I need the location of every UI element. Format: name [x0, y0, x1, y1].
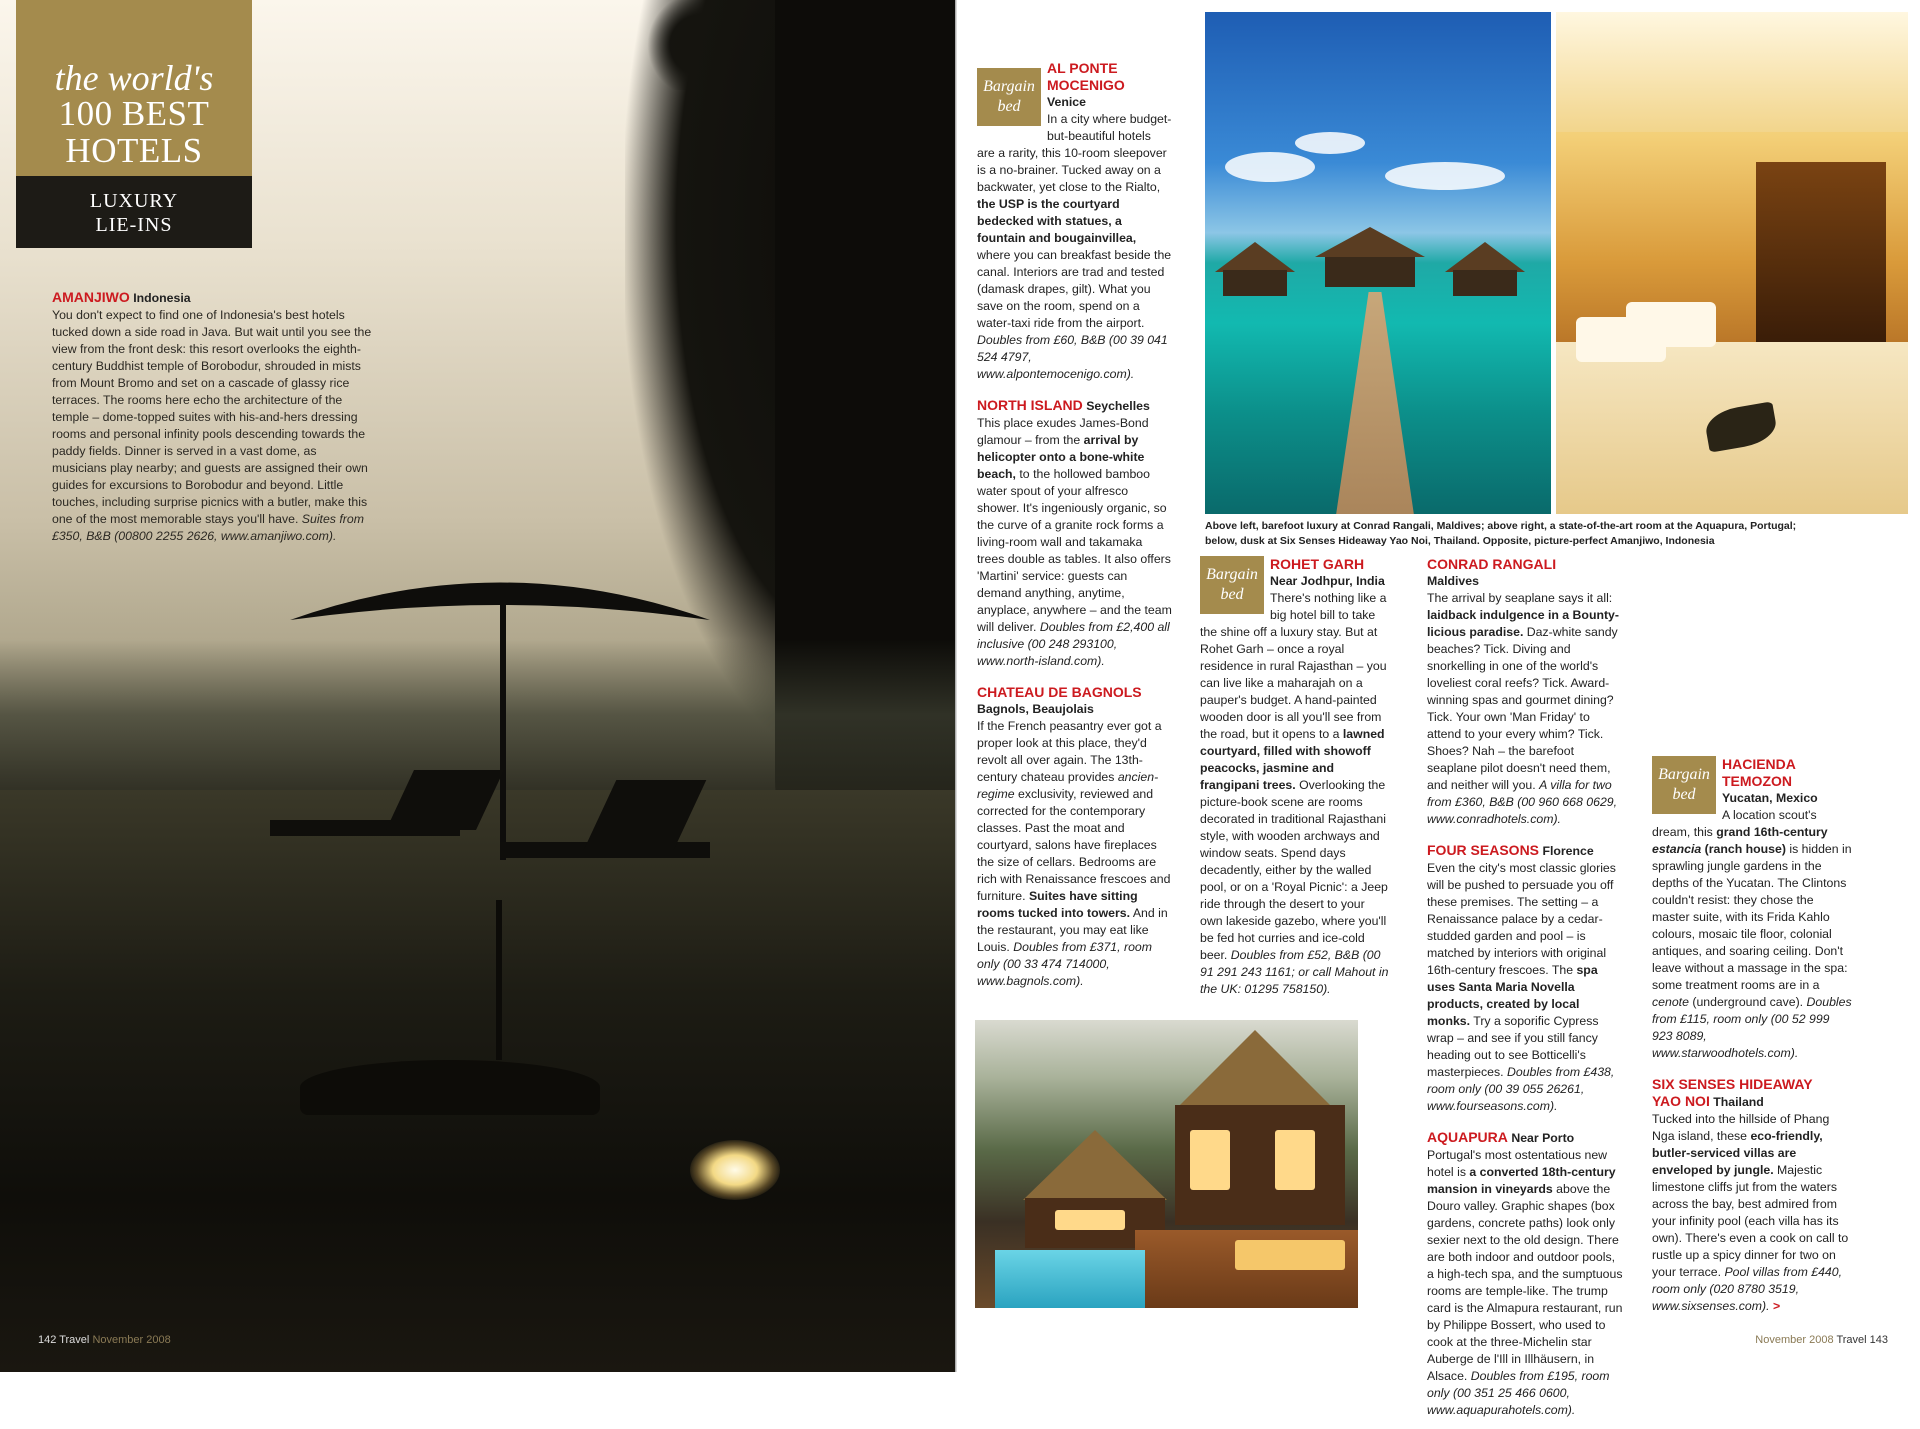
hotel-name-line2: YAO NOI: [1652, 1093, 1710, 1109]
title-line3: HOTELS: [65, 131, 203, 170]
hotel-body-2: is hidden in sprawling jungle gardens in the depths of the Yucatan. The Clintons couldn't resist: they chose the master suite, with its Frida Kahlo colours, mosaic tile floor, colonial antiques, and soaring ceiling. Don't leave without a massage in the spa: some treatment rooms are in a: [1652, 842, 1852, 992]
overwater-villa-roof: [1315, 227, 1425, 257]
photo-aquapura-room: [1556, 12, 1908, 514]
hotel-body-2: where you can breakfast beside the canal. Interiors are trad and tested (damask drapes, gilt). What you save on the room, spend on a water-taxi ride from the airport.: [977, 248, 1172, 330]
hotel-name: FOUR SEASONS: [1427, 842, 1540, 858]
folio-month: November 2008: [1755, 1334, 1834, 1346]
overwater-villa-roof: [1445, 242, 1525, 272]
hotel-entry-amanjiwo: [52, 289, 374, 545]
hotel-name-line2: TEMOZON: [1722, 773, 1792, 789]
hotel-name: ROHET GARH: [1270, 556, 1365, 572]
hotel-body-3: (underground cave).: [1692, 995, 1804, 1009]
hotel-highlight: spa uses Santa Maria Novella products, created by local monks.: [1427, 963, 1598, 1028]
hotel-location: Venice: [1047, 95, 1086, 109]
photo-conrad-rangali: [1205, 12, 1551, 514]
hotel-entry-hacienda-temozon: [1652, 756, 1852, 1062]
hotel-entry-aquapura: [1427, 1129, 1623, 1419]
hotel-body-2: Overlooking the picture-book scene are rooms decorated in traditional Rajasthani style, with wooden archways and window seats. Spend days decadently, either by the walled pool, or on a 'Royal Picnic': a Jeep ride through the desert to your own lakeside gazebo, where you'll be fed hot curries and ice-cold beer.: [1200, 778, 1388, 962]
section-label-line2: LIE-INS: [95, 214, 173, 236]
hotel-highlight: arrival by helicopter onto a bone-white beach,: [977, 433, 1145, 481]
umbrella-reflection: [300, 1060, 600, 1115]
hotel-body: There's nothing like a big hotel bill to take the shine off a luxury stay. But at Rohet Garh – once a royal residence in rural Rajasthan – you can live like a maharajah on a pauper's budget. A hand-painted wooden door is all you'll see from the road, but it opens to a: [1200, 591, 1387, 741]
page-folio-right: [1755, 1334, 1888, 1346]
hotel-name-line1: SIX SENSES HIDEAWAY: [1652, 1076, 1813, 1092]
hotel-highlight: Suites have sitting rooms tucked into towers.: [977, 889, 1138, 920]
overwater-villa: [1223, 270, 1287, 296]
folio-page: 142 Travel: [38, 1334, 90, 1346]
hotel-name: AQUAPURA: [1427, 1129, 1508, 1145]
misty-forest: [0, 640, 955, 790]
title-line2: 100 BEST: [58, 94, 210, 133]
hotel-price: Doubles from £115, room only (00 52 999 923 8089, www.starwoodhotels.com).: [1652, 995, 1852, 1060]
hotel-price: Doubles from £195, room only (00 351 25 466 0600, www.aquapurahotels.com).: [1427, 1369, 1610, 1417]
hotel-name-line1: AL PONTE: [1047, 60, 1118, 76]
hotel-body-2: above the Douro valley. Graphic shapes (box gardens, concrete paths) look only sexier next to the old design. There are both indoor and outdoor pools, a high-tech spa, and the sumptuous rooms are temple-like. The trump card is the Almapura restaurant, run by Philippe Bossert, who used to cook at the three-Michelin star Auberge de l'Ill in Illhäusern, in Alsace.: [1427, 1182, 1623, 1383]
sun-reflection: [690, 1140, 780, 1200]
window-light: [1190, 1130, 1230, 1190]
hotel-location: Thailand: [1713, 1095, 1764, 1109]
hotel-location: Seychelles: [1086, 399, 1150, 413]
hotel-location: Indonesia: [133, 291, 191, 305]
hotel-body: This place exudes James-Bond glamour – from the: [977, 416, 1149, 447]
hotel-name: CONRAD RANGALI: [1427, 556, 1557, 572]
hotel-body: Tucked into the hillside of Phang Nga island, these: [1652, 1112, 1830, 1143]
page-spine: [955, 0, 957, 1372]
pole-reflection: [496, 900, 502, 1060]
hotel-price: A villa for two from £360, B&B (00 960 668 0629, www.conradhotels.com).: [1427, 778, 1618, 826]
hotel-entry-rohet-garh: [1200, 556, 1390, 998]
hotel-body-2: to the hollowed bamboo water spout of your alfresco shower. It's ingeniously organic, so the curve of a granite rock forms a living-room wall and takamaka trees double as tables. It also offers 'Martini' service: guests can demand anything, anytime, anyplace, anywhere – and the team will deliver.: [977, 467, 1172, 634]
hotel-name: AMANJIWO: [52, 289, 130, 305]
hotel-body-2: exclusivity, reviewed and corrected for the contemporary classes. Past the moat and courtyard, salons have fireplaces the size of cellars. Bedrooms are rich with Renaissance frescoes and furniture.: [977, 787, 1171, 903]
hotel-location: Florence: [1542, 844, 1594, 858]
overwater-villa: [1453, 270, 1517, 296]
hotel-price: Doubles from £2,400 all inclusive (00 248 293100, www.north-island.com).: [977, 620, 1170, 668]
badge-line1: Bargain: [1658, 766, 1710, 783]
plunge-pool: [995, 1250, 1145, 1308]
hotel-price: Suites from £350, B&B (00800 2255 2626, www.amanjiwo.com).: [52, 512, 364, 543]
hotel-body-3: And in the restaurant, you may eat like Louis.: [977, 906, 1168, 954]
hotel-highlight-2: (ranch house): [1704, 842, 1786, 856]
hotel-entry-north-island: [977, 397, 1172, 670]
hotel-highlight-italic: estancia: [1652, 842, 1702, 856]
hotel-price: Pool villas from £440, room only (020 8780 3519, www.sixsenses.com).: [1652, 1265, 1843, 1313]
photo-caption: Above left, barefoot luxury at Conrad Rangali, Maldives; above right, a state-of-the-art room at the Aquapura, Portugal; below, dusk at Six Senses Hideaway Yao Noi, Thailand. Opposite, picture-perfect Amanjiwo, Indonesia: [1205, 520, 1797, 547]
hotel-italic: ancien-regime: [977, 770, 1159, 801]
sala-thatched-roof: [1005, 1130, 1185, 1200]
hotel-highlight: laidback indulgence in a Bounty-licious paradise.: [1427, 608, 1619, 639]
hotel-price: Doubles from £371, room only (00 33 474 714000, www.bagnols.com).: [977, 940, 1152, 988]
hotel-body: If the French peasantry ever got a proper look at this place, they'd revolt all over again. The 13th-century chateau provides: [977, 719, 1162, 784]
photo-six-senses-yao-noi: [975, 1020, 1358, 1308]
hotel-location: Yucatan, Mexico: [1722, 791, 1818, 805]
hotel-entry-chateau-de-bagnols: [977, 684, 1172, 990]
hotel-highlight: eco-friendly, butler-serviced villas are enveloped by jungle.: [1652, 1129, 1823, 1177]
cloud: [1225, 152, 1315, 182]
bargain-bed-badge: [977, 68, 1041, 126]
badge-line1: Bargain: [983, 78, 1035, 95]
hotel-location: Bagnols, Beaujolais: [977, 702, 1094, 716]
room-ceiling: [1556, 12, 1908, 132]
hotel-body: Even the city's most classic glories will be pushed to persuade you off these premises. The setting – a Renaissance palace by a cedar-studded garden and pool – is matched by interiors with original 16th-century frescoes. The: [1427, 861, 1616, 977]
section-label: [16, 176, 252, 248]
badge-line1: Bargain: [1206, 566, 1258, 583]
hotel-italic: cenote: [1652, 995, 1689, 1009]
hotel-name: NORTH ISLAND: [977, 397, 1083, 413]
hotel-name-line1: HACIENDA: [1722, 756, 1796, 772]
bargain-bed-badge: [1652, 756, 1716, 814]
hotel-price: Doubles from £52, B&B (00 91 291 243 1161; or call Mahout in the UK: 01295 758150).: [1200, 948, 1389, 996]
cloud: [1295, 132, 1365, 154]
umbrella-pole: [500, 600, 506, 860]
hotel-body-2: Daz-white sandy beaches? Tick. Diving and snorkelling in one of the world's loveliest coral reefs? Tick. Award-winning spas and gourmet dining? Tick. Your own 'Man Friday' to attend to your every whim? Tick. Shoes? Nah – the barefoot seaplane pilot doesn't need them, and neither will you.: [1427, 625, 1618, 792]
badge-line2: bed: [1672, 786, 1696, 803]
hotel-location: Maldives: [1427, 574, 1479, 588]
hotel-price: Doubles from £60, B&B (00 39 041 524 4797, www.alpontemocenigo.com).: [977, 333, 1168, 381]
badge-line2: bed: [1220, 586, 1244, 603]
folio-page: Travel 143: [1836, 1334, 1888, 1346]
section-label-line1: LUXURY: [89, 190, 179, 212]
continue-arrow: >: [1772, 1299, 1781, 1313]
villa-thatched-roof: [1155, 1030, 1355, 1110]
bargain-bed-badge: [1200, 556, 1264, 614]
hotel-entry-six-senses: [1652, 1076, 1852, 1315]
folio-month: November 2008: [92, 1334, 171, 1346]
hotel-name-line2: MOCENIGO: [1047, 77, 1125, 93]
title-line1: the world's: [54, 58, 214, 98]
daybed-light: [1235, 1240, 1345, 1270]
cloud: [1385, 162, 1505, 190]
hotel-body: In a city where budget-but-beautiful hotels are a rarity, this 10-room sleepover is a no-brainer. Tucked away on a backwater, yet close to the Rialto,: [977, 112, 1172, 194]
wooden-jetty: [1335, 292, 1415, 514]
hotel-entry-four-seasons: [1427, 842, 1623, 1115]
hotel-location: Near Porto: [1511, 1131, 1575, 1145]
page-folio-left: [38, 1334, 171, 1346]
badge-line2: bed: [997, 98, 1021, 115]
hotel-entry-al-ponte: [977, 60, 1172, 383]
hotel-name: CHATEAU DE BAGNOLS: [977, 684, 1142, 700]
column-3: [1427, 556, 1623, 1429]
hotel-entry-conrad-rangali: [1427, 556, 1623, 828]
column-4: [1652, 556, 1852, 1325]
hotel-price: Doubles from £438, room only (00 39 055 26261, www.fourseasons.com).: [1427, 1065, 1615, 1113]
hotel-body-2: Majestic limestone cliffs jut from the waters across the bay, best admired from your infinity pool (each villa has its own). There's even a cook on call to rustle up a spicy dinner for two on your terrace.: [1652, 1163, 1849, 1279]
hotel-highlight: lawned courtyard, filled with showoff peacocks, jasmine and frangipani trees.: [1200, 727, 1385, 792]
title-box: [16, 0, 252, 176]
overwater-villa-roof: [1215, 242, 1295, 272]
left-page-photo: [0, 0, 955, 1372]
hotel-highlight: a converted 18th-century mansion in vineyards: [1427, 1165, 1616, 1196]
hotel-body: A location scout's dream, this: [1652, 808, 1817, 839]
overwater-villa: [1325, 257, 1415, 287]
hotel-body-2: Try a soporific Cypress wrap – and see if you still fancy heading out to see Botticelli's masterpieces.: [1427, 1014, 1599, 1079]
hotel-highlight: grand 16th-century: [1716, 825, 1828, 839]
sala-light: [1055, 1210, 1125, 1230]
window-light: [1275, 1130, 1315, 1190]
hotel-highlight: the USP is the courtyard bedecked with statues, a fountain and bougainvillea,: [977, 197, 1137, 245]
room-doorway: [1756, 162, 1886, 342]
column-2: [1200, 556, 1390, 1008]
hotel-location: Near Jodhpur, India: [1270, 574, 1385, 588]
pillow: [1626, 302, 1716, 347]
hotel-body: You don't expect to find one of Indonesia's best hotels tucked down a side road in Java. But wait until you see the view from the front desk: this resort overlooks the eighth-century Buddhist temple of Borobodur, shrouded in mists from Mount Bromo and set on a cascade of glassy rice terraces. The rooms here echo the architecture of the temple – dome-topped suites with his-and-hers dressing rooms and personal infinity pools descending towards the paddy fields. Dinner is served in a vast dome, as musicians play nearby; and guests are assigned their own guides for excursions to Borobodur and beyond. Little touches, including surprise picnics with a butler, make this one of the most memorable stays you'll have.: [52, 308, 372, 526]
hotel-body: The arrival by seaplane says it all:: [1427, 591, 1613, 605]
hotel-body: Portugal's most ostentatious new hotel is: [1427, 1148, 1608, 1179]
column-1: [977, 60, 1172, 1000]
